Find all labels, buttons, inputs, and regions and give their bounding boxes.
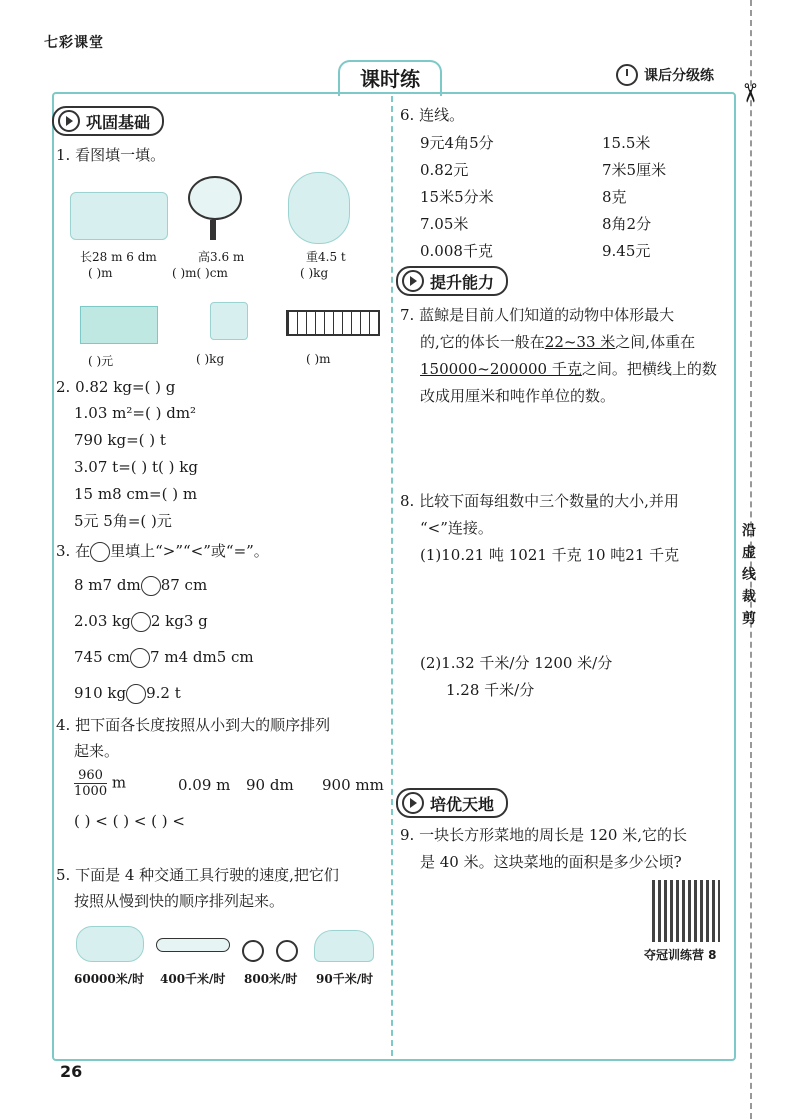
tree-image — [188, 176, 240, 238]
q8-part2: 1.28 千米/分 — [446, 681, 535, 699]
q8-line: 8. 比较下面每组数中三个数量的大小,并用 — [400, 492, 679, 510]
bicycle-image — [242, 928, 298, 960]
q9-line: 是 40 米。这块菜地的面积是多少公顷? — [420, 853, 682, 871]
q5-stem: 按照从慢到快的顺序排列起来。 — [74, 892, 285, 910]
q3-stem: 3. 在 里填上“>”“<”或“=”。 — [56, 542, 269, 560]
q7-line: 150000~200000 千克之间。把横线上的数 — [420, 360, 717, 378]
q4-value: 90 dm — [246, 776, 294, 794]
brand-logo: 七彩课堂 — [44, 35, 104, 51]
q4-stem: 起来。 — [74, 742, 120, 760]
q1-blank-5[interactable]: ( )kg — [196, 352, 225, 366]
q2-line: 15 m8 cm=( ) m — [74, 485, 198, 503]
fraction: $\frac{960}{1000}$ — [74, 768, 108, 799]
q8-line: “<”连接。 — [420, 519, 493, 537]
q6-right[interactable]: 9.45元 — [602, 242, 651, 260]
q9-line: 9. 一块长方形菜地的周长是 120 米,它的长 — [400, 826, 688, 844]
speed-label: 60000米/时 — [74, 972, 145, 986]
page-number: 26 — [60, 1062, 83, 1081]
q6-right[interactable]: 15.5米 — [602, 134, 651, 152]
q5-stem: 5. 下面是 4 种交通工具行驶的速度,把它们 — [56, 866, 339, 884]
q6-left[interactable]: 0.82元 — [420, 161, 469, 179]
bag-image — [210, 302, 248, 340]
airplane-image — [156, 938, 230, 952]
q1-blank-1[interactable]: ( )m — [88, 266, 113, 280]
q1-blank-3[interactable]: ( )kg — [300, 266, 329, 280]
compare-circle[interactable] — [141, 576, 161, 596]
q7-line: 的,它的体长一般在22~33 米之间,体重在 — [420, 333, 696, 351]
q3-item: 910 kg 9.2 t — [74, 684, 181, 702]
q1-stem: 1. 看图填一填。 — [56, 146, 166, 164]
play-icon — [402, 792, 424, 814]
scissors-icon: ✂ — [733, 82, 764, 104]
rope-image — [70, 192, 168, 240]
speed-label: 800米/时 — [244, 972, 298, 986]
elephant-image — [288, 172, 350, 244]
compare-circle[interactable] — [126, 684, 146, 704]
q6-right[interactable]: 8克 — [602, 188, 627, 206]
section-label: 培优天地 — [430, 794, 495, 814]
clock-icon — [616, 64, 638, 86]
q6-left[interactable]: 9元4角5分 — [420, 134, 494, 152]
q3-item: 2.03 kg 2 kg3 g — [74, 612, 208, 630]
q2-line: 2. 0.82 kg=( ) g — [56, 378, 176, 396]
motorcycle-image — [76, 926, 144, 962]
compare-circle[interactable] — [130, 648, 150, 668]
q4-order-blanks[interactable]: ( ) < ( ) < ( ) < — [74, 812, 185, 830]
q6-stem: 6. 连线。 — [400, 106, 465, 124]
play-icon — [58, 110, 80, 132]
q4-value: 900 mm — [322, 776, 384, 794]
q6-left[interactable]: 0.008千克 — [420, 242, 493, 260]
q6-left[interactable]: 15米5分米 — [420, 188, 494, 206]
play-icon — [402, 270, 424, 292]
section-basics — [52, 106, 164, 136]
q4-value: 0.09 m — [178, 776, 231, 794]
q7-line: 7. 蓝鲸是目前人们知道的动物中体形最大 — [400, 306, 675, 324]
badge-label: 课后分级练 — [644, 68, 714, 84]
q2-line: 3.07 t=( ) t( ) kg — [74, 458, 198, 476]
q1-blank-6[interactable]: ( )m — [306, 352, 331, 366]
q1-caption-1: 长28 m 6 dm — [80, 250, 157, 264]
practice-badge — [616, 64, 714, 86]
speed-label: 90千米/时 — [316, 972, 374, 986]
section-advanced — [396, 788, 508, 818]
qr-code-icon[interactable] — [652, 880, 720, 942]
page-title: 课时练 — [338, 60, 442, 96]
section-improve — [396, 266, 508, 296]
q8-part2: (2)1.32 千米/分 1200 米/分 — [420, 654, 613, 672]
section-label: 巩固基础 — [86, 112, 151, 132]
speed-label: 400千米/时 — [160, 972, 226, 986]
q2-line: 5元 5角=( )元 — [74, 512, 172, 530]
cut-note: 沿虚线裁剪 — [742, 523, 756, 627]
q3-item: 745 cm 7 m4 dm5 cm — [74, 648, 254, 666]
q2-line: 1.03 m²=( ) dm² — [74, 404, 197, 422]
q1-caption-2: 高3.6 m — [198, 250, 245, 264]
q1-caption-3: 重4.5 t — [306, 250, 346, 264]
q4-stem: 4. 把下面各长度按照从小到大的顺序排列 — [56, 716, 331, 734]
blank-circle-icon — [90, 542, 110, 562]
car-image — [314, 930, 374, 962]
q3-item: 8 m7 dm 87 cm — [74, 576, 208, 594]
compare-circle[interactable] — [131, 612, 151, 632]
ruler-image — [286, 310, 380, 336]
qr-caption: 夺冠训练营 8 — [644, 948, 717, 962]
q1-blank-4[interactable]: ( )元 — [88, 354, 114, 368]
q4-values: $\frac{960}{1000}$ m — [74, 768, 127, 799]
section-label: 提升能力 — [430, 272, 495, 292]
q6-right[interactable]: 7米5厘米 — [602, 161, 667, 179]
q1-blank-2[interactable]: ( )m( )cm — [172, 266, 228, 280]
q6-right[interactable]: 8角2分 — [602, 215, 652, 233]
column-divider — [391, 96, 393, 1056]
q6-left[interactable]: 7.05米 — [420, 215, 469, 233]
q8-part1: (1)10.21 吨 1021 千克 10 吨21 千克 — [420, 546, 680, 564]
banknote-image — [80, 306, 158, 344]
q7-line: 改成用厘米和吨作单位的数。 — [420, 387, 616, 405]
q2-line: 790 kg=( ) t — [74, 431, 166, 449]
